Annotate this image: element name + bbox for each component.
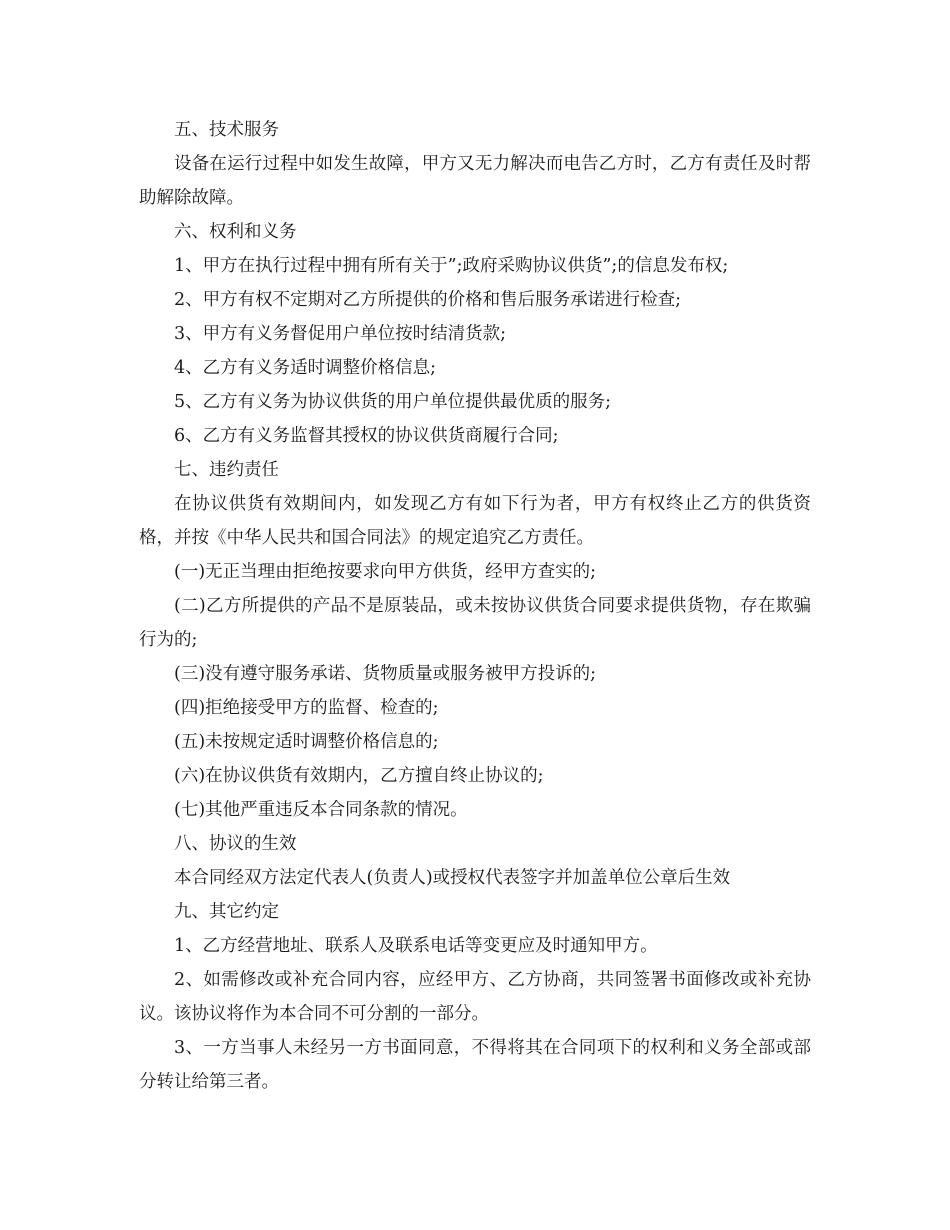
clause-item: 4、乙方有义务适时调整价格信息;: [174, 358, 437, 378]
clause-item: 3、甲方有义务督促用户单位按时结清货款;: [174, 324, 507, 344]
paragraph-effectiveness: 本合同经双方法定代表人(负责人)或授权代表签字并加盖单位公章后生效: [174, 868, 731, 888]
clause-item: 2、如需修改或补充合同内容，应经甲方、乙方协商，共同签署书面修改或补充协议。该协议将作为本合同不可分割的一部分。: [139, 970, 811, 1024]
section-heading-breach-liability: 七、违约责任: [174, 460, 279, 480]
breach-item: (四)拒绝接受甲方的监督、检查的;: [174, 698, 439, 718]
clause-item: 2、甲方有权不定期对乙方所提供的价格和售后服务承诺进行检查;: [174, 290, 682, 310]
paragraph-breach-intro: 在协议供货有效期间内，如发现乙方有如下行为者，甲方有权终止乙方的供货资格，并按《中华人民共和国合同法》的规定追究乙方责任。: [139, 494, 811, 548]
document-body: [139, 113, 811, 1099]
section-heading-rights-obligations: 六、权利和义务: [174, 222, 297, 242]
clause-item: 5、乙方有义务为协议供货的用户单位提供最优质的服务;: [174, 392, 612, 412]
clause-item: 1、乙方经营地址、联系人及联系电话等变更应及时通知甲方。: [174, 936, 658, 956]
breach-item: (三)没有遵守服务承诺、货物质量或服务被甲方投诉的;: [174, 664, 597, 684]
section-heading-effectiveness: 八、协议的生效: [174, 834, 297, 854]
paragraph-fault-support: 设备在运行过程中如发生故障，甲方又无力解决而电告乙方时，乙方有责任及时帮助解除故障。: [139, 154, 811, 208]
section-heading-other-terms: 九、其它约定: [174, 902, 279, 922]
breach-item: (七)其他严重违反本合同条款的情况。: [174, 800, 468, 820]
clause-item: 1、甲方在执行过程中拥有所有关于”;政府采购协议供货”;的信息发布权;: [174, 256, 729, 276]
breach-item: (二)乙方所提供的产品不是原装品，或未按协议供货合同要求提供货物，存在欺骗行为的;: [139, 596, 811, 650]
breach-item: (五)未按规定适时调整价格信息的;: [174, 732, 439, 752]
clause-item: 6、乙方有义务监督其授权的协议供货商履行合同;: [174, 426, 559, 446]
breach-item: (一)无正当理由拒绝按要求向甲方供货，经甲方查实的;: [174, 562, 597, 582]
section-heading-technical-service: 五、技术服务: [174, 120, 279, 140]
clause-item: 3、一方当事人未经另一方书面同意，不得将其在合同项下的权利和义务全部或部分转让给第三者。: [139, 1038, 811, 1092]
breach-item: (六)在协议供货有效期内，乙方擅自终止协议的;: [174, 766, 544, 786]
